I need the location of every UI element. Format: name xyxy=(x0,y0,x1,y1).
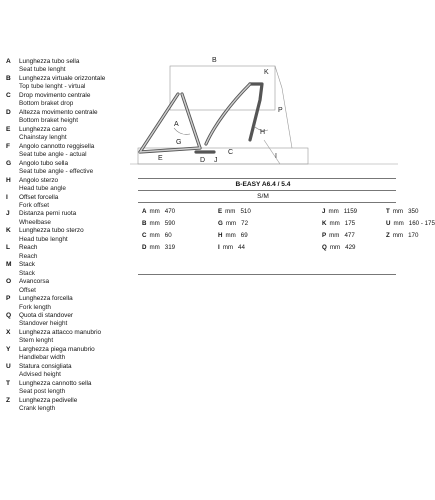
legend-italian: Altezza movimento centrale xyxy=(19,108,98,116)
geometry-cell xyxy=(218,220,248,227)
geometry-value: 175 xyxy=(344,220,356,227)
legend-english: Fork offset xyxy=(19,201,50,209)
legend-item xyxy=(6,75,141,92)
legend-item xyxy=(6,58,141,75)
legend-english: Seat tube lenght xyxy=(19,66,66,74)
i-dimension-line xyxy=(264,140,280,164)
table-rule-bottom xyxy=(138,274,396,275)
legend-item xyxy=(6,126,141,143)
legend-italian: Angolo tubo sella xyxy=(19,159,69,167)
legend-english: Reach xyxy=(19,252,38,260)
legend-italian: Angolo sterzo xyxy=(19,176,59,184)
geometry-unit: mm xyxy=(392,208,404,215)
legend-item xyxy=(6,295,141,312)
label-k: K xyxy=(264,69,269,76)
label-p: P xyxy=(278,107,283,114)
geometry-value: 477 xyxy=(344,232,355,239)
geometry-key: C xyxy=(142,232,147,239)
legend-english: Head tube lenght xyxy=(19,235,68,243)
legend-letter: Q xyxy=(6,312,12,320)
legend-item xyxy=(6,278,141,295)
geometry-key: E xyxy=(218,208,223,215)
legend-italian: Lunghezza cannotto sella xyxy=(19,379,92,387)
legend-italian: Avancorsa xyxy=(19,278,50,286)
geometry-value: 60 xyxy=(164,232,172,239)
legend-item xyxy=(6,109,141,126)
geometry-cell xyxy=(322,244,355,251)
legend-letter: U xyxy=(6,362,11,370)
legend-letter: Y xyxy=(6,345,11,353)
geometry-unit: mm xyxy=(225,232,236,239)
geometry-unit: mm xyxy=(393,220,404,227)
geometry-value: 510 xyxy=(240,208,251,215)
geometry-unit: mm xyxy=(149,244,160,251)
legend-letter: K xyxy=(6,227,11,235)
legend-english: Stem lenght xyxy=(19,337,54,345)
geometry-unit: mm xyxy=(222,244,234,251)
geometry-key: U xyxy=(386,220,391,227)
legend-english: Seat tube angle - actual xyxy=(19,151,87,159)
geometry-key: I xyxy=(218,244,220,251)
geometry-key: J xyxy=(322,208,326,215)
bike-frame xyxy=(140,84,262,152)
geometry-cell xyxy=(142,220,175,227)
geometry-key: D xyxy=(142,244,147,251)
geometry-cell xyxy=(142,208,175,215)
geometry-cell xyxy=(218,244,245,251)
label-e: E xyxy=(158,155,163,162)
legend-italian: Lunghezza virtuale orizzontale xyxy=(19,74,106,82)
geometry-value: 429 xyxy=(345,244,356,251)
legend-item xyxy=(6,143,141,160)
geometry-legend xyxy=(6,58,141,414)
geometry-unit: mm xyxy=(329,232,340,239)
legend-letter: J xyxy=(6,210,10,218)
geometry-cell xyxy=(386,220,435,227)
geometry-cell xyxy=(322,220,355,227)
geometry-value: 1159 xyxy=(343,208,358,215)
legend-item xyxy=(6,210,141,227)
legend-english: Seat tube angle - effective xyxy=(19,168,94,176)
label-d: D xyxy=(200,157,206,164)
geometry-value: 72 xyxy=(241,220,249,227)
legend-english: Offset xyxy=(19,286,36,294)
legend-letter: X xyxy=(6,329,11,336)
legend-english: Fork length xyxy=(19,303,51,311)
legend-item xyxy=(6,244,141,261)
legend-item xyxy=(6,363,141,380)
legend-italian: Reach xyxy=(19,244,38,252)
geometry-key: H xyxy=(218,232,223,239)
legend-english: Top tube lenght - virtual xyxy=(19,83,86,91)
geometry-unit: mm xyxy=(392,232,404,239)
label-g: G xyxy=(176,139,182,146)
legend-item xyxy=(6,329,141,346)
legend-english: Wheelbase xyxy=(19,218,51,226)
legend-english: Crank length xyxy=(19,405,56,413)
legend-english: Handlebar width xyxy=(19,354,66,362)
legend-item xyxy=(6,346,141,363)
label-j: J xyxy=(214,157,218,164)
legend-italian: Distanza perni ruota xyxy=(19,210,77,218)
model-name: B-EASY A6.4 / 5.4 xyxy=(235,181,291,188)
legend-english: Advised height xyxy=(19,371,61,379)
legend-item xyxy=(6,227,141,244)
geometry-key: G xyxy=(218,220,223,227)
legend-letter: B xyxy=(6,74,11,82)
geometry-unit: mm xyxy=(328,208,339,215)
size-rule xyxy=(138,202,396,203)
geometry-cell xyxy=(218,232,248,239)
geometry-key: B xyxy=(142,220,147,227)
geometry-table xyxy=(138,206,435,270)
legend-letter: D xyxy=(6,108,11,116)
geometry-cell xyxy=(386,208,418,215)
legend-letter: E xyxy=(6,125,11,133)
legend-letter: O xyxy=(6,278,12,286)
legend-italian: Larghezza piega manubrio xyxy=(19,345,95,353)
legend-letter: M xyxy=(6,261,12,269)
geometry-unit: mm xyxy=(225,208,236,215)
geometry-value: 69 xyxy=(240,232,248,239)
model-rule-bottom xyxy=(138,190,396,191)
geometry-cell xyxy=(322,232,355,239)
legend-item xyxy=(6,177,141,194)
legend-english: Bottom braket drop xyxy=(19,100,74,108)
legend-letter: I xyxy=(6,193,8,201)
label-c: C xyxy=(228,149,234,156)
bike-frame-inner xyxy=(140,84,250,152)
legend-italian: Statura consigliata xyxy=(19,362,72,370)
geometry-cell xyxy=(142,232,172,239)
legend-letter: G xyxy=(6,159,12,167)
legend-letter: C xyxy=(6,91,11,99)
legend-italian: Lunghezza pedivelle xyxy=(19,396,78,404)
legend-italian: Lunghezza attacco manubrio xyxy=(19,329,102,336)
legend-letter: L xyxy=(6,244,11,252)
legend-english: Standover height xyxy=(19,320,68,328)
legend-english: Bottom braket height xyxy=(19,117,78,125)
legend-letter: Z xyxy=(6,396,11,404)
geometry-unit: mm xyxy=(149,232,160,239)
p-dimension-line xyxy=(282,88,292,148)
legend-italian: Lunghezza carro xyxy=(19,125,67,133)
legend-italian: Quota di standover xyxy=(19,312,73,320)
geometry-value: 44 xyxy=(238,244,245,251)
geometry-unit: mm xyxy=(329,244,341,251)
legend-letter: H xyxy=(6,176,11,184)
geometry-key: Q xyxy=(322,244,327,251)
legend-italian: Lunghezza forcella xyxy=(19,295,73,303)
legend-letter: A xyxy=(6,58,11,65)
geometry-value: 319 xyxy=(164,244,176,251)
label-i: I xyxy=(275,153,277,160)
geometry-unit: mm xyxy=(149,208,160,215)
legend-italian: Lunghezza tubo sella xyxy=(19,58,80,65)
geometry-cell xyxy=(386,232,418,239)
bike-geometry-diagram xyxy=(130,52,400,174)
legend-italian: Lunghezza tubo sterzo xyxy=(19,227,84,235)
geometry-value: 160 - 175 xyxy=(408,220,435,227)
legend-item xyxy=(6,261,141,278)
legend-item xyxy=(6,312,141,329)
model-rule-top xyxy=(138,178,396,179)
geometry-key: A xyxy=(142,208,147,215)
legend-letter: T xyxy=(6,379,11,387)
legend-italian: Drop movimento centrale xyxy=(19,91,91,99)
legend-italian: Offset forcella xyxy=(19,193,59,201)
geometry-cell xyxy=(142,244,175,251)
legend-item xyxy=(6,194,141,211)
label-a: A xyxy=(174,121,179,128)
geometry-key: T xyxy=(386,208,390,215)
geometry-value: 170 xyxy=(408,232,419,239)
geometry-key: Z xyxy=(386,232,390,239)
legend-item xyxy=(6,92,141,109)
legend-english: Chainstay lenght xyxy=(19,134,67,142)
legend-item xyxy=(6,397,141,414)
geometry-value: 470 xyxy=(164,208,176,215)
legend-english: Seat post length xyxy=(19,388,66,396)
label-h: H xyxy=(260,129,266,136)
legend-letter: F xyxy=(6,142,11,150)
geometry-key: P xyxy=(322,232,327,239)
legend-item xyxy=(6,380,141,397)
seat-angle-arc xyxy=(174,128,190,134)
geometry-unit: mm xyxy=(225,220,237,227)
label-b: B xyxy=(212,57,217,64)
geometry-cell xyxy=(218,208,251,215)
legend-italian: Stack xyxy=(19,261,35,269)
legend-english: Head tube angle xyxy=(19,184,66,192)
k-dimension-line xyxy=(275,66,282,88)
legend-italian: Angolo cannotto reggisella xyxy=(19,142,95,150)
geometry-unit: mm xyxy=(329,220,340,227)
legend-letter: P xyxy=(6,295,11,303)
geometry-unit: mm xyxy=(149,220,160,227)
legend-english: Stack xyxy=(19,269,35,277)
frame-size: S/M xyxy=(257,193,269,200)
legend-item xyxy=(6,160,141,177)
geometry-cell xyxy=(322,208,357,215)
geometry-value: 350 xyxy=(408,208,419,215)
geometry-key: K xyxy=(322,220,327,227)
geometry-value: 590 xyxy=(164,220,176,227)
